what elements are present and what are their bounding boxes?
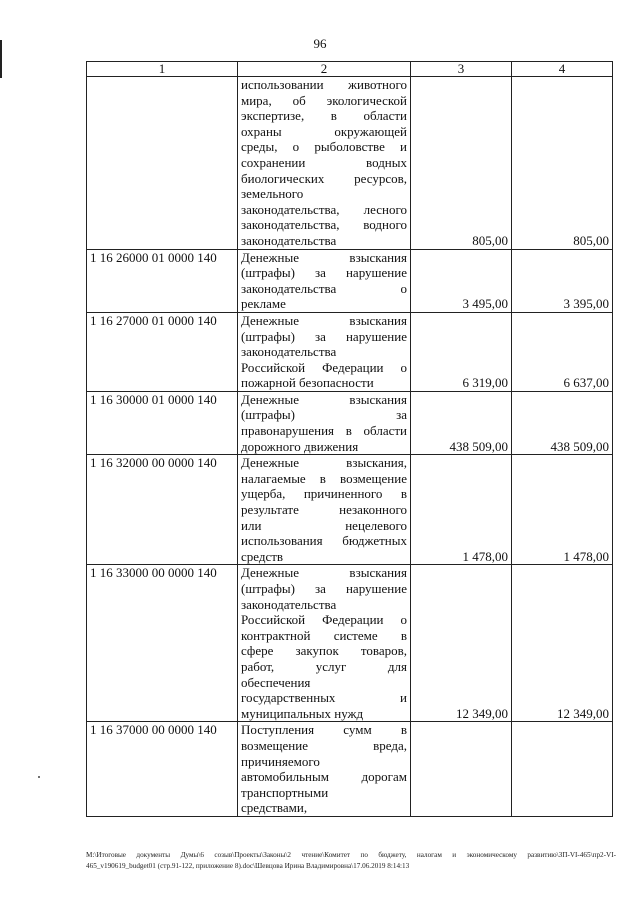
description-line: причиняемого (241, 753, 320, 769)
description-line: правонарушения в области (241, 423, 407, 439)
table-header (87, 62, 613, 77)
table-row (87, 455, 613, 565)
description-line: ущерба, причиненного в (241, 486, 407, 502)
description-line: автомобильным дорогам (241, 769, 407, 785)
table-row (87, 391, 613, 454)
description-line: законодательства (241, 232, 337, 248)
description-line: сохранении водных (241, 154, 407, 170)
description-line: Денежные взыскания (241, 312, 407, 328)
income-code (87, 77, 238, 250)
description-line: результате незаконного (241, 502, 407, 518)
description-line: рекламе (241, 296, 286, 312)
amount-col-3: 12 349,00 (411, 565, 512, 722)
amount-col-3: 3 495,00 (411, 249, 512, 312)
description-line: охраны окружающей (241, 123, 407, 139)
header-col-3: 3 (411, 62, 512, 77)
income-description (238, 249, 411, 312)
description-line: (штрафы) за нарушение (241, 328, 407, 344)
description-line: возмещение вреда, (241, 737, 407, 753)
income-description (238, 565, 411, 722)
income-description (238, 391, 411, 454)
income-code: 1 16 30000 01 0000 140 (87, 391, 238, 454)
amount-col-3 (411, 722, 512, 817)
description-line: Поступления сумм в (241, 722, 407, 738)
page-number: 96 (313, 36, 327, 51)
description-line: (штрафы) за нарушение (241, 265, 407, 281)
description-line: Российской Федерации о (241, 359, 407, 375)
description-line: или нецелевого (241, 517, 407, 533)
income-description (238, 77, 411, 250)
description-line: Денежные взыскания (241, 249, 407, 265)
header-col-2: 2 (238, 62, 411, 77)
description-line: обеспечения (241, 674, 311, 690)
description-line: Денежные взыскания (241, 565, 407, 581)
amount-col-4: 12 349,00 (512, 565, 613, 722)
amount-col-3: 6 319,00 (411, 312, 512, 391)
description-line: экспертизе, в области (241, 108, 407, 124)
footer-line-2: 465_v190619_budget01 (стр.91-122, приложение 8).doc\Шевцова Ирина Владимировна\17.06.2019 8:14:13 (86, 862, 410, 870)
amount-col-4: 6 637,00 (512, 312, 613, 391)
description-line: Денежные взыскания, (241, 455, 407, 471)
description-line: биологических ресурсов, (241, 170, 407, 186)
amount-col-4 (512, 722, 613, 817)
amount-col-3: 805,00 (411, 77, 512, 250)
description-line: работ, услуг для (241, 658, 407, 674)
amount-col-4: 3 395,00 (512, 249, 613, 312)
description-line: использовании животного (241, 77, 407, 92)
description-line: земельного (241, 186, 304, 202)
table-row (87, 312, 613, 391)
description-line: законодательства, водного (241, 217, 407, 233)
file-path-footer (86, 850, 616, 872)
amount-col-4: 805,00 (512, 77, 613, 250)
income-description (238, 722, 411, 817)
description-line: Денежные взыскания (241, 391, 407, 407)
description-line: законодательства, лесного (241, 201, 407, 217)
description-line: использования бюджетных (241, 533, 407, 549)
amount-col-4: 438 509,00 (512, 391, 613, 454)
description-line: транспортными (241, 784, 329, 800)
header-col-1: 1 (87, 62, 238, 77)
description-line: муниципальных нужд (241, 705, 364, 721)
description-line: сфере закупок товаров, (241, 643, 407, 659)
description-line: (штрафы) за нарушение (241, 581, 407, 596)
description-line: контрактной системе в (241, 627, 407, 643)
description-line: дорожного движения (241, 438, 359, 454)
description-line: законодательства о (241, 280, 407, 296)
description-line: (штрафы) за (241, 407, 407, 423)
income-code: 1 16 33000 00 0000 140 (87, 565, 238, 722)
description-line: Российской Федерации о (241, 612, 407, 628)
description-line: средств (241, 548, 284, 564)
description-line: среды, о рыболовстве и (241, 139, 407, 155)
table-body (87, 77, 613, 817)
description-line: законодательства (241, 344, 337, 360)
margin-dot (38, 776, 40, 778)
income-description (238, 455, 411, 565)
income-code: 1 16 27000 01 0000 140 (87, 312, 238, 391)
table-row (87, 249, 613, 312)
description-line: мира, об экологической (241, 92, 407, 108)
header-col-4: 4 (512, 62, 613, 77)
description-line: налагаемые в возмещение (241, 470, 407, 486)
description-line: пожарной безопасности (241, 375, 374, 391)
amount-col-4: 1 478,00 (512, 455, 613, 565)
income-code: 1 16 32000 00 0000 140 (87, 455, 238, 565)
description-line: государственных и (241, 690, 407, 706)
description-line: средствами, (241, 800, 308, 816)
amount-col-3: 1 478,00 (411, 455, 512, 565)
budget-table (86, 61, 613, 817)
footer-line-1: M:\Итоговые документы Думы\6 созыв\Проекты\Законы\2 чтение\Комитет по бюджету, налогам и экономическому развитию\ЗП-VI-465\пр2-VI- (86, 851, 616, 859)
income-code: 1 16 37000 00 0000 140 (87, 722, 238, 817)
header-row (87, 62, 613, 77)
income-code: 1 16 26000 01 0000 140 (87, 249, 238, 312)
table-row (87, 565, 613, 722)
amount-col-3: 438 509,00 (411, 391, 512, 454)
description-line: законодательства (241, 596, 337, 612)
income-description (238, 312, 411, 391)
table-row (87, 722, 613, 817)
table-row (87, 77, 613, 250)
